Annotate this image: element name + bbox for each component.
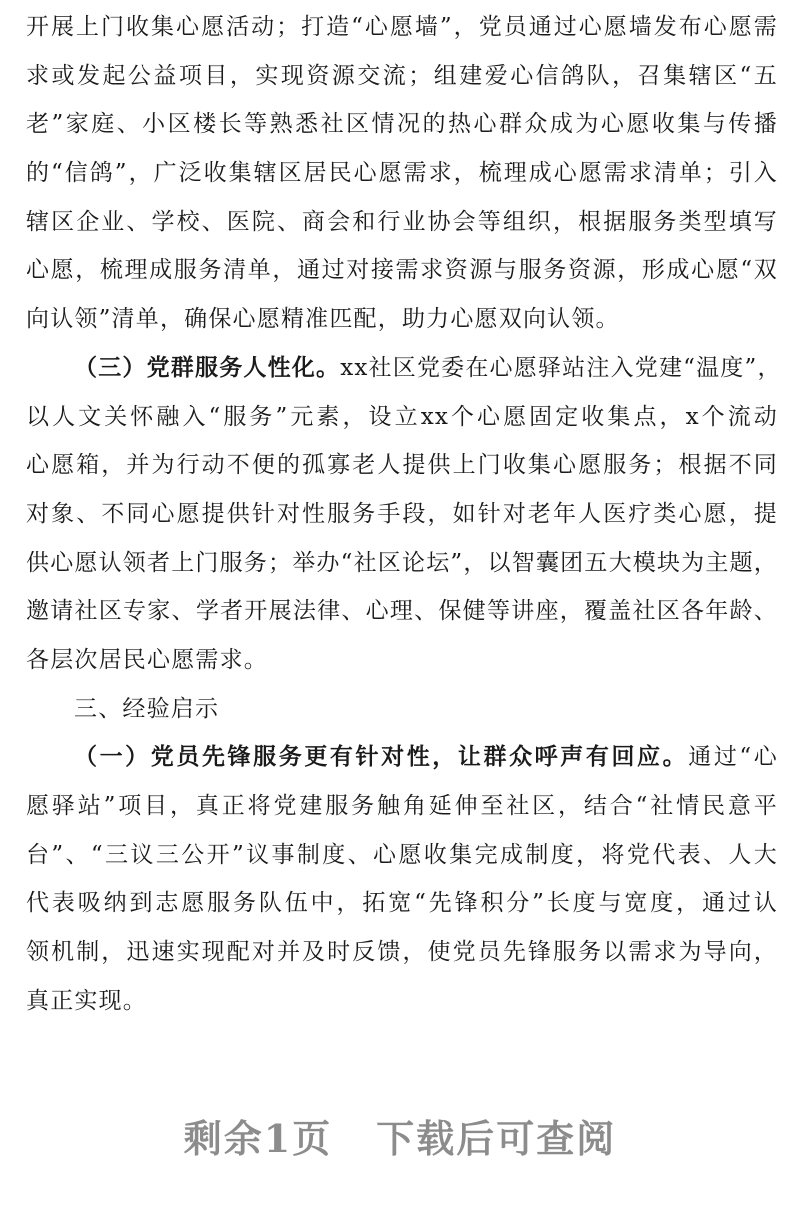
- text-line: 向认领”清单，确保心愿精准匹配，助力心愿双向认领。: [26, 306, 620, 333]
- text-span: xx社区党委在心愿驿站注入党建“温度”，: [340, 354, 782, 381]
- section-heading: （三）党群服务人性化。: [74, 353, 341, 381]
- paragraph-experience-1: [26, 733, 778, 1025]
- section-heading: （一）党员先锋服务更有针对性，让群众呼声有回应。: [74, 743, 689, 771]
- text-line: 代表吸纳到志愿服务队伍中，拓宽“先锋积分”长度与宽度，通过认: [26, 890, 778, 917]
- text-line: 台”、“三议三公开”议事制度、心愿收集完成制度，将党代表、人大: [26, 841, 778, 868]
- text-line: [26, 733, 778, 782]
- text-line: 老”家庭、小区楼长等熟悉社区情况的热心群众成为心愿收集与传播: [26, 111, 778, 138]
- chapter-title: 三、经验启示: [74, 695, 220, 722]
- text-line: 邀请社区专家、学者开展法律、心理、保健等讲座，覆盖社区各年龄、: [26, 598, 778, 625]
- text-line: [26, 344, 782, 393]
- text-line: 心愿，梳理成服务清单，通过对接需求资源与服务资源，形成心愿“双: [26, 257, 778, 284]
- paragraph-wish-collection: [26, 0, 778, 344]
- text-line: 对象、不同心愿提供针对性服务手段，如针对老年人医疗类心愿，提: [26, 500, 778, 527]
- text-span: 通过“心: [688, 744, 778, 771]
- text-line: 以人文关怀融入“服务”元素，设立xx个心愿固定收集点，x个流动: [26, 403, 778, 430]
- text-line: 开展上门收集心愿活动；打造“心愿墙”，党员通过心愿墙发布心愿需: [26, 14, 778, 40]
- text-line: 真正实现。: [26, 987, 147, 1014]
- text-line: 供心愿认领者上门服务；举办“社区论坛”，以智囊团五大模块为主题，: [26, 549, 778, 576]
- paragraph-section-3: [26, 344, 782, 685]
- remaining-pages-label: 剩余1页: [183, 1116, 333, 1161]
- download-hint-label: 下载后可查阅: [376, 1116, 617, 1161]
- text-line: 的“信鸽”，广泛收集辖区居民心愿需求，梳理成心愿需求清单；引入: [26, 160, 778, 187]
- download-banner[interactable]: [0, 1108, 800, 1163]
- text-line: 领机制，迅速实现配对并及时反馈，使党员先锋服务以需求为导向，: [26, 939, 778, 966]
- text-line: 各层次居民心愿需求。: [26, 646, 268, 673]
- text-line: 愿驿站”项目，真正将党建服务触角延伸至社区，结合“社情民意平: [26, 793, 778, 819]
- document-page: [26, 0, 782, 1025]
- text-line: 辖区企业、学校、医院、商会和行业协会等组织，根据服务类型填写: [26, 208, 778, 235]
- text-line: 心愿箱，并为行动不便的孤寡老人提供上门收集心愿服务；根据不同: [26, 452, 778, 479]
- text-line: 求或发起公益项目，实现资源交流；组建爱心信鸽队，召集辖区“五: [26, 62, 778, 89]
